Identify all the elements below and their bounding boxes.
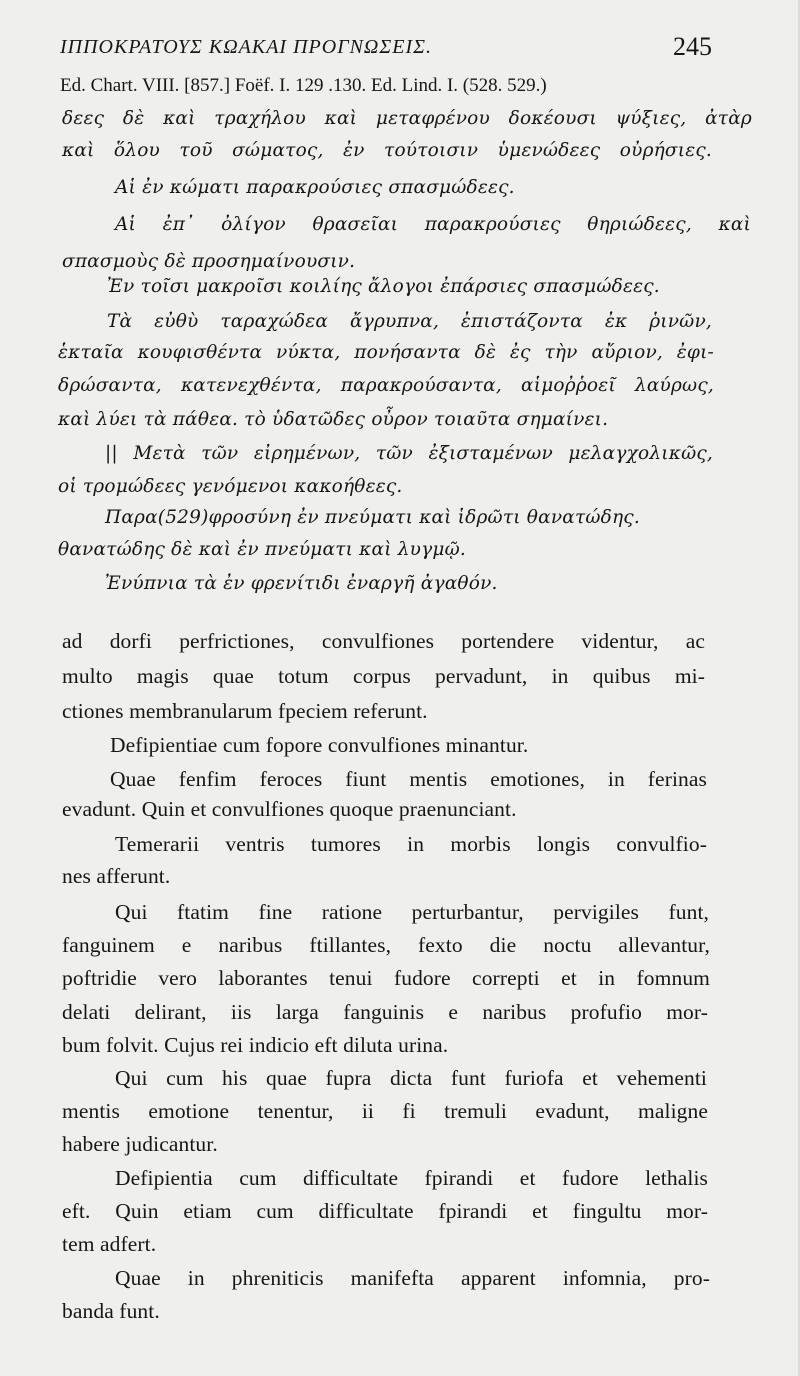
latin-line: eft. Quin etiam cum difficultate fpirandi et fingultu mor- [62,1199,708,1223]
greek-line: || Μετὰ τῶν εἰρημένων, τῶν ἐξισταμένων μελαγχολικῶς, [105,443,713,464]
greek-line: καὶ λύει τὰ πάθεα. τὸ ὑδατῶδες οὖρον τοιαῦτα σημαίνει. [58,409,609,430]
greek-line: ἑκταῖα κουφισθέντα νύκτα, πονήσαντα δὲ ἐς τὴν αὔριον, ἐφι- [58,342,714,363]
latin-line: Defipientia cum difficultate fpirandi et fudore lethalis [115,1166,708,1190]
greek-line: καὶ ὅλου τοῦ σώματος, ἐν τούτοισιν ὑμενώδεες οὐρήσιες. [62,140,712,161]
greek-line: θανατώδης δὲ καὶ ἐν πνεύματι καὶ λυγμῷ. [58,539,466,560]
latin-line: delati delirant, iis larga fanguinis e naribus profufio mor- [62,1000,708,1024]
running-title: ΙΠΠΟΚΡΑΤΟΥΣ ΚΩΑΚΑΙ ΠΡΟΓΝΩΣΕΙΣ. [60,36,433,58]
latin-line: Defipientiae cum fopore convulfiones minantur. [110,733,529,757]
greek-line: δεες δὲ καὶ τραχήλου καὶ μεταφρένου δοκέουσι ψύξιες, ἀτὰρ [62,108,752,129]
greek-line: Ἐν τοῖσι μακροῖσι κοιλίης ἄλογοι ἐπάρσιες σπασμώδεες. [107,276,660,297]
latin-line: evadunt. Quin et convulfiones quoque praenunciant. [62,797,517,821]
latin-line: Qui cum his quae fupra dicta funt furiofa et vehementi [115,1066,707,1090]
greek-line: Ἐνύπνια τὰ ἐν φρενίτιδι ἐναργῆ ἀγαθόν. [105,573,498,594]
latin-line: habere judicantur. [62,1132,218,1156]
latin-line: Qui ftatim fine ratione perturbantur, pervigiles funt, [115,900,709,924]
greek-line: οἱ τρομώδεες γενόμενοι κακοήθεες. [58,476,403,497]
page-number: 245 [673,32,712,61]
latin-line: Temerarii ventris tumores in morbis longis convulfio- [115,832,707,856]
latin-line: ad dorfi perfrictiones, convulfiones portendere videntur, ac [62,629,705,653]
greek-line: Τὰ εὐθὺ ταραχώδεα ἄγρυπνα, ἐπιστάζοντα ἐκ ῥινῶν, [107,311,712,332]
latin-line: nes afferunt. [62,864,171,888]
latin-line: multo magis quae totum corpus pervadunt, in quibus mi- [62,664,705,688]
edition-references: Ed. Chart. VIII. [857.] Foëf. I. 129 .130. Ed. Lind. I. (528. 529.) [60,75,547,96]
latin-line: Quae in phreniticis manifefta apparent infomnia, pro- [115,1266,710,1290]
latin-line: Quae fenfim feroces fiunt mentis emotiones, in ferinas [110,767,707,791]
greek-line: Αἱ ἐπ᾽ ὀλίγον θρασεῖαι παρακρούσιες θηριώδεες, καὶ [115,214,751,235]
latin-line: bum folvit. Cujus rei indicio eft diluta urina. [62,1033,449,1057]
latin-line: mentis emotione tenentur, ii fi tremuli evadunt, maligne [62,1099,708,1123]
latin-line: poftridie vero laborantes tenui fudore correpti et in fomnum [62,966,710,990]
greek-line: Αἱ ἐν κώματι παρακρούσιες σπασμώδεες. [115,177,515,198]
latin-line: fanguinem e naribus ftillantes, fexto die noctu allevantur, [62,933,710,957]
latin-line: ctiones membranularum fpeciem referunt. [62,699,428,723]
greek-line: δρώσαντα, κατενεχθέντα, παρακρούσαντα, αἱμοῤῥοεῖ λαύρως, [58,375,714,396]
latin-line: tem adfert. [62,1232,157,1256]
latin-line: banda funt. [62,1299,160,1323]
greek-line: σπασμοὺς δὲ προσημαίνουσιν. [62,251,356,272]
greek-line: Παρα(529)φροσύνη ἐν πνεύματι καὶ ἱδρῶτι θανατώδης. [105,507,640,528]
